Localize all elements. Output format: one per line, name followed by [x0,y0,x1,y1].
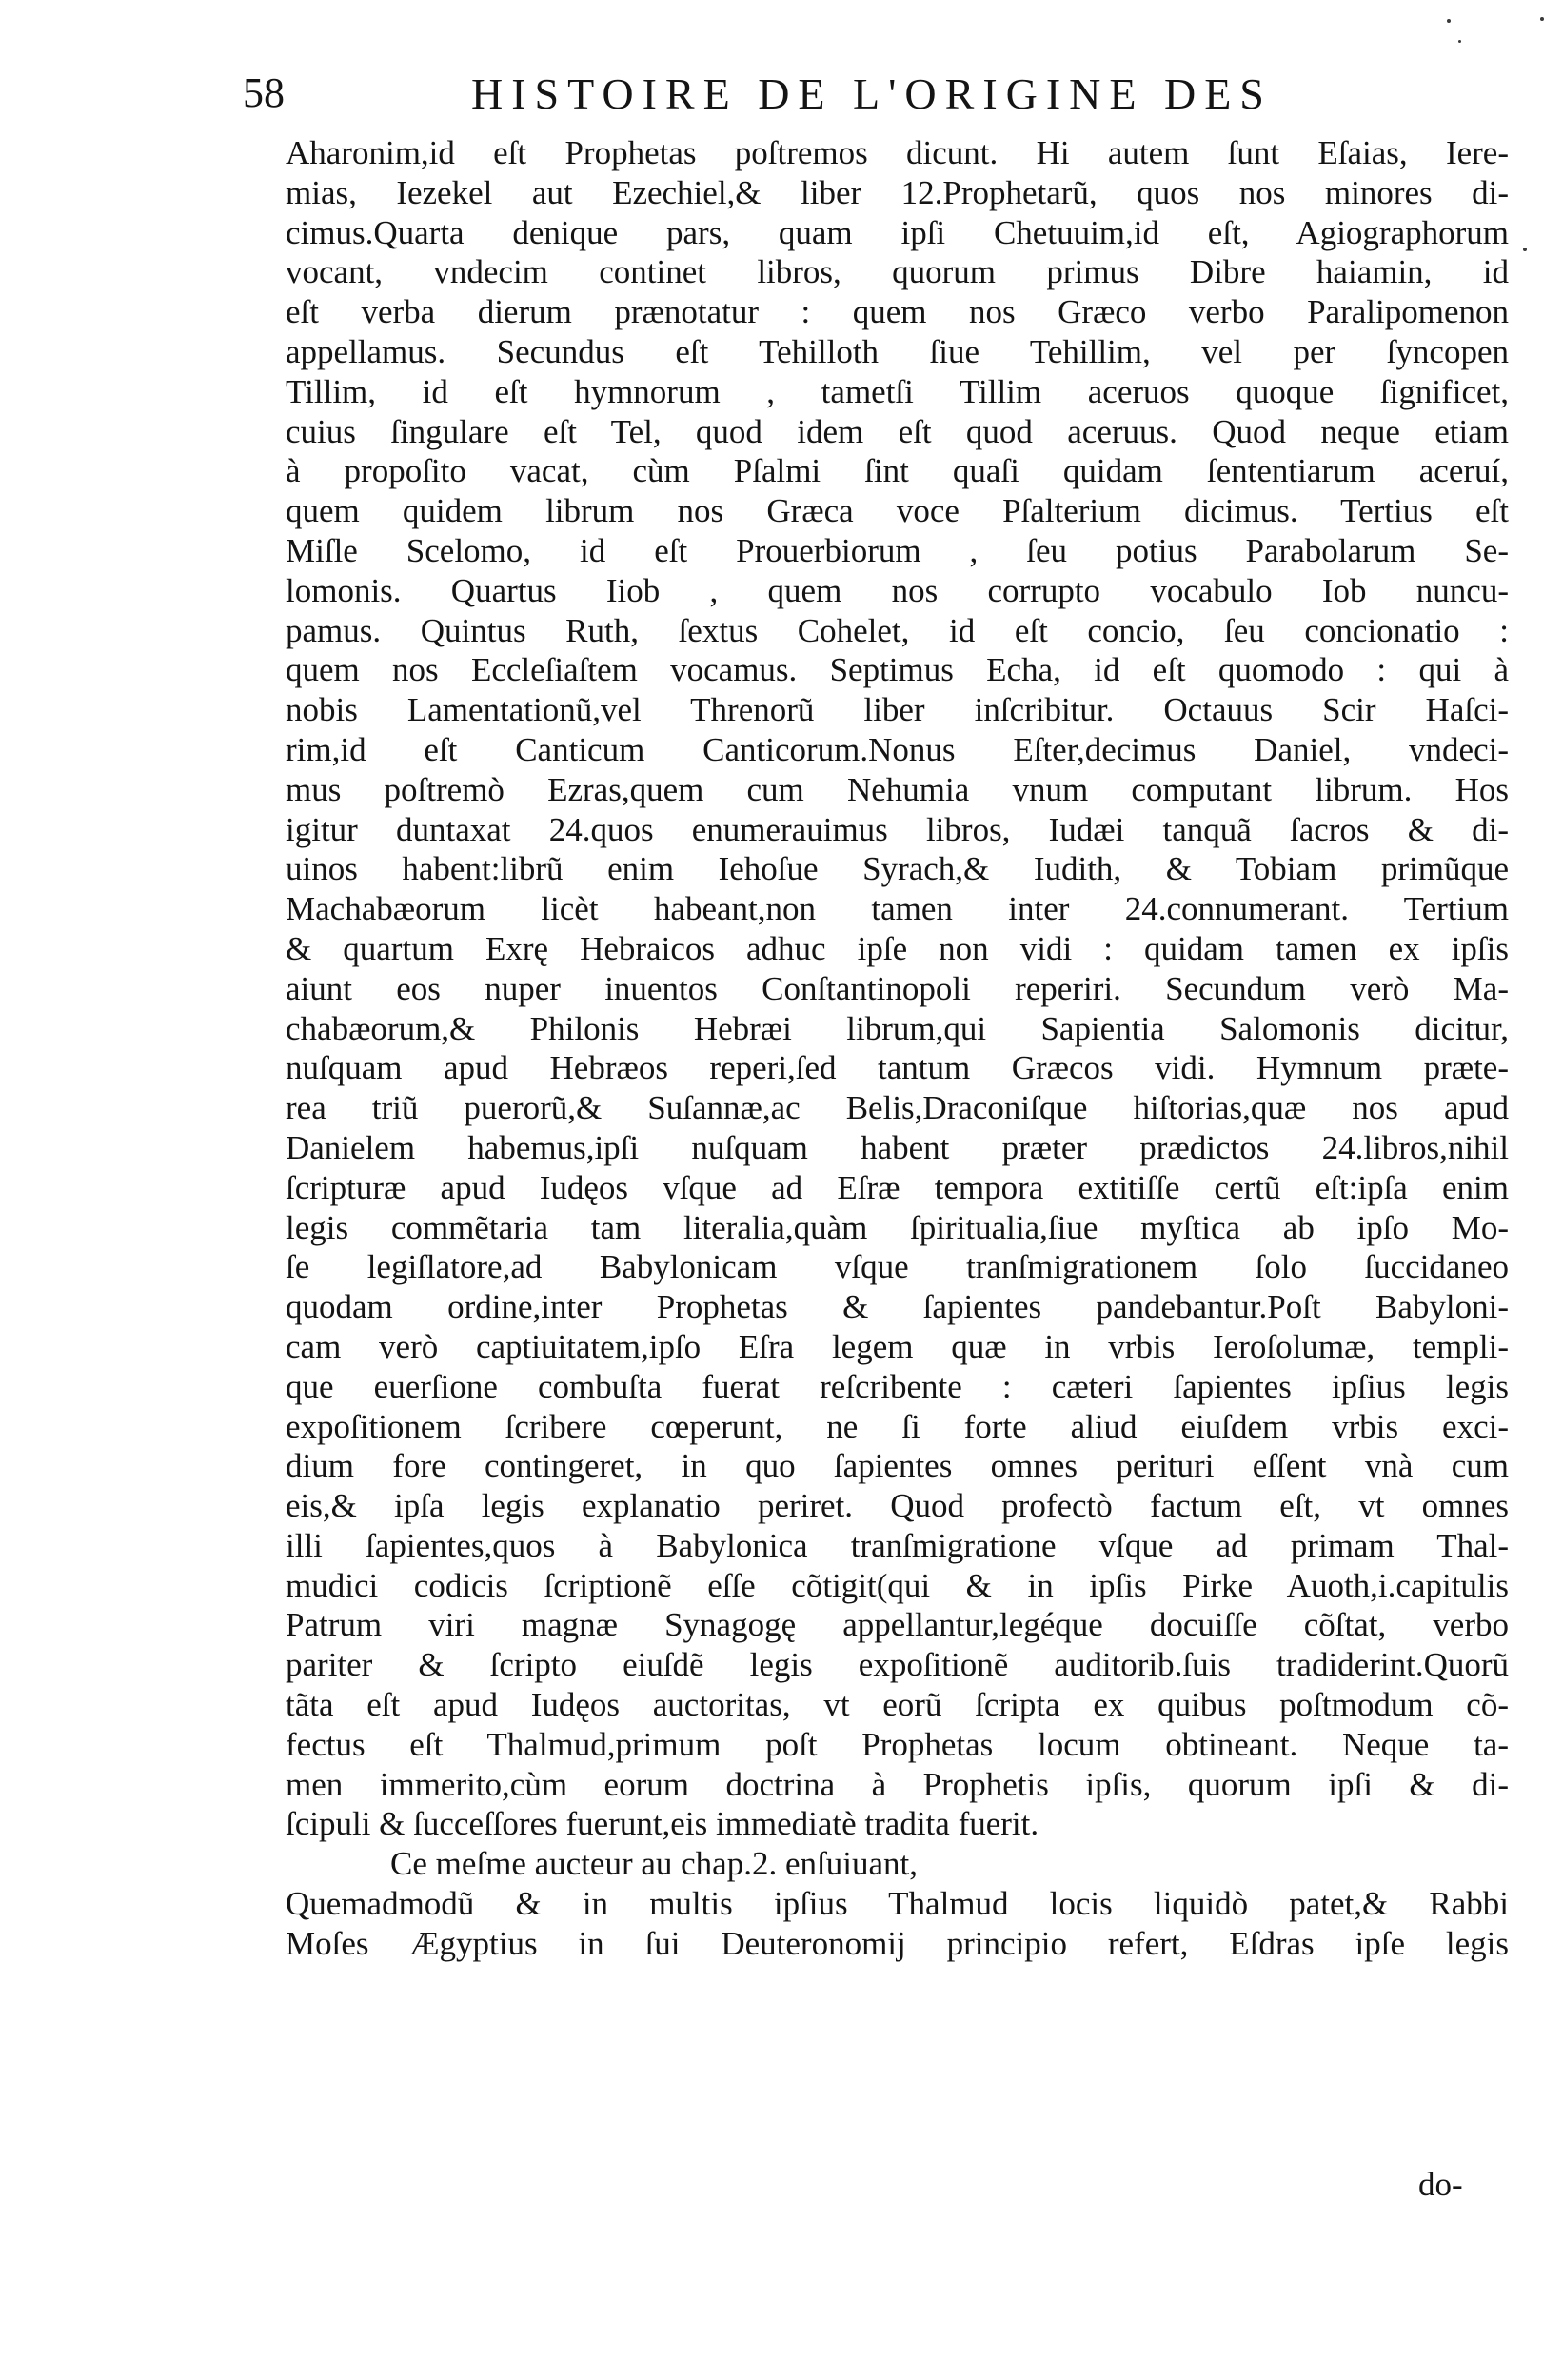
text-line: men immerito,cùm eorum doctrina à Prophetis ipſis, quorum ipſi & di- [286,1765,1509,1803]
ink-speck [1540,17,1544,21]
text-line: que euerſione combuſta fuerat reſcribente : cæteri ſapientes ipſius legis [286,1367,1509,1405]
text-line: Machabæorum licèt habeant,non tamen inter 24.connumerant. Tertium [286,890,1509,928]
text-line: expoſitionem ſcribere cœperunt, ne ſi forte aliud eiuſdem vrbis exci- [286,1407,1509,1445]
text-line: Patrum viri magnæ Synagogę appellantur,legéque docuiſſe cõſtat, verbo [286,1606,1509,1644]
text-line: mus poſtremò Ezras,quem cum Nehumia vnum computant librum. Hos [286,770,1509,808]
ink-speck [1523,248,1527,251]
text-line: pamus. Quintus Ruth, ſextus Cohelet, id eſt concio, ſeu concionatio : [286,611,1509,649]
body-text [286,133,1509,1964]
text-line: à propoſito vacat, cùm Pſalmi ſint quaſi quidam ſententiarum aceruí, [286,452,1509,490]
text-line: ſcripturæ apud Iudęos vſque ad Eſræ tempora extitiſſe certũ eſt:ipſa enim [286,1168,1509,1206]
catchword: do- [1418,2166,1463,2203]
text-line: chabæorum,& Philonis Hebræi librum,qui Sapientia Salomonis dicitur, [286,1009,1509,1047]
text-line: ſe legiſlatore,ad Babylonicam vſque tranſmigrationem ſolo ſuccidaneo [286,1248,1509,1286]
text-line: nobis Lamentationũ,vel Threnorũ liber inſcribitur. Octauus Scir Haſci- [286,691,1509,729]
text-line: illi ſapientes,quos à Babylonica tranſmigratione vſque ad primam Thal- [286,1526,1509,1564]
text-line: Tillim, id eſt hymnorum , tametſi Tillim aceruos quoque ſignificet, [286,372,1509,410]
text-line: lomonis. Quartus Iiob , quem nos corrupto vocabulo Iob nuncu- [286,571,1509,609]
text-line: eſt verba dierum prænotatur : quem nos Græco verbo Paralipomenon [286,293,1509,331]
text-line: uinos habent:librũ enim Iehoſue Syrach,& Iudith, & Tobiam primũque [286,850,1509,888]
paragraph-latin-1 [286,133,1509,1844]
text-line: appellamus. Secundus eſt Tehilloth ſiue Tehillim, vel per ſyncopen [286,332,1509,370]
text-line: nuſquam apud Hebræos reperi,ſed tantum Græcos vidi. Hymnum præte- [286,1049,1509,1087]
text-line: rim,id eſt Canticum Canticorum.Nonus Eſter,decimus Daniel, vndeci- [286,730,1509,768]
text-line: quem quidem librum nos Græca voce Pſalterium dicimus. Tertius eſt [286,492,1509,530]
ink-speck [1458,40,1461,43]
text-line: Miſle Scelomo, id eſt Prouerbiorum , ſeu potius Parabolarum Se- [286,531,1509,569]
running-title: HISTOIRE DE L'ORIGINE DES [471,69,1273,118]
page-number: 58 [243,69,285,116]
text-line: aiunt eos nuper inuentos Conſtantinopoli reperiri. Secundum verò Ma- [286,969,1509,1007]
text-line: Danielem habemus,ipſi nuſquam habent præter prædictos 24.libros,nihil [286,1128,1509,1166]
text-line: quodam ordine,inter Prophetas & ſapientes pandebantur.Poſt Babyloni- [286,1288,1509,1326]
text-line: mudici codicis ſcriptionẽ eſſe cõtigit(qui & in ipſis Pirke Auoth,i.capitulis [286,1566,1509,1604]
text-line: legis commẽtaria tam literalia,quàm ſpiritualia,ſiue myſtica ab ipſo Mo- [286,1208,1509,1246]
text-line: tãta eſt apud Iudęos auctoritas, vt eorũ ſcripta ex quibus poſtmodum cõ- [286,1686,1509,1724]
text-line: dium fore contingeret, in quo ſapientes omnes perituri eſſent vnà cum [286,1447,1509,1485]
page-header [243,69,1480,126]
text-line: Quemadmodũ & in multis ipſius Thalmud locis liquidò patet,& Rabbi [286,1885,1509,1923]
french-line: Ce meſme aucteur au chap.2. enſuiuant, [390,1845,918,1883]
text-line: quem nos Eccleſiaſtem vocamus. Septimus Echa, id eſt quomodo : qui à [286,651,1509,689]
text-line: Moſes Ægyptius in ſui Deuteronomij principio refert, Eſdras ipſe legis [286,1924,1509,1962]
paragraph-latin-2 [286,1884,1509,1964]
text-line: fectus eſt Thalmud,primum poſt Prophetas locum obtineant. Neque ta- [286,1725,1509,1763]
text-line: Aharonim,id eſt Prophetas poſtremos dicunt. Hi autem ſunt Eſaias, Iere- [286,134,1509,171]
text-line: igitur duntaxat 24.quos enumerauimus libros, Iudæi tanquã ſacros & di- [286,810,1509,848]
text-line: mias, Iezekel aut Ezechiel,& liber 12.Prophetarũ, quos nos minores di- [286,173,1509,211]
text-line: ſcipuli & ſucceſſores fuerunt,eis immediatè tradita fuerit. [286,1805,1039,1843]
text-line: cuius ſingulare eſt Tel, quod idem eſt quod aceruus. Quod neque etiam [286,412,1509,450]
text-line: rea triũ puerorũ,& Suſannæ,ac Belis,Draconiſque hiſtorias,quæ nos apud [286,1089,1509,1127]
ink-speck [1447,19,1451,23]
text-line: cimus.Quarta denique pars, quam ipſi Chetuuim,id eſt, Agiographorum [286,213,1509,251]
text-line: pariter & ſcripto eiuſdẽ legis expoſitionẽ auditorib.ſuis tradiderint.Quorũ [286,1646,1509,1684]
text-line: cam verò captiuitatem,ipſo Eſra legem quæ in vrbis Ieroſolumæ, templi- [286,1327,1509,1365]
text-line: & quartum Exrę Hebraicos adhuc ipſe non vidi : quidam tamen ex ipſis [286,929,1509,967]
text-line: vocant, vndecim continet libros, quorum primus Dibre haiamin, id [286,253,1509,291]
text-line: eis,& ipſa legis explanatio periret. Quod profectò factum eſt, vt omnes [286,1487,1509,1525]
